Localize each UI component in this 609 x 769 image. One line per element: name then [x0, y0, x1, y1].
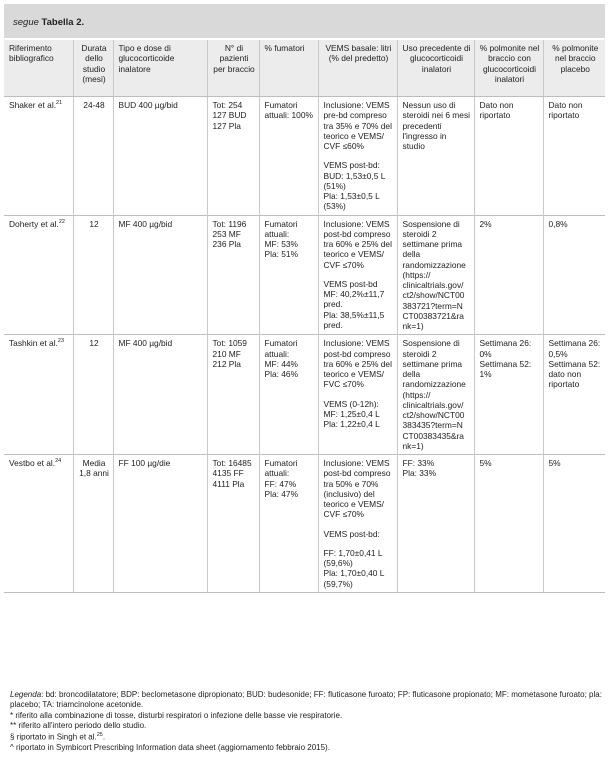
- drug-dose-cell: MF 400 µg/bid: [113, 215, 207, 335]
- legend-label: Legenda: [10, 690, 42, 699]
- reference-number: 23: [57, 338, 65, 345]
- cell-line: 5%: [548, 458, 561, 468]
- reference-name: Doherty et al.: [9, 218, 59, 229]
- cell-line: Pla: 1,70±0,40 L (59,7%): [323, 568, 385, 589]
- cell-line: Tot: 254: [212, 100, 243, 110]
- pneumonia-ics-cell: [474, 215, 543, 335]
- column-header: Durata dello studio (mesi): [73, 40, 113, 97]
- legend-text: : bd: broncodilatatore; BDP: beclometasone dipropionato; BUD: budesonide; FF: fluticasone furoato; FP: fluticasone propionato; MF: mometasone furoato; pla: placebo; TA: triamcinolone acetonide.: [10, 690, 602, 710]
- cell-line: Inclusione: VEMS post-bd compreso tra 50% e 70% (inclusivo) del teorico e VEMS/ CVF ≤70%: [323, 458, 391, 520]
- cell-line: 236 Pla: [212, 239, 241, 249]
- cell-line: 4135 FF: [212, 468, 244, 479]
- cell-line: Settimana 26: 0%: [479, 338, 532, 359]
- table-notes: [10, 690, 602, 753]
- footnote: ** riferito all'intero periodo dello studio.: [10, 721, 147, 731]
- cell-line: MF: 44%: [264, 358, 299, 369]
- smokers-cell: [259, 215, 318, 335]
- smokers-cell: [259, 455, 318, 593]
- duration-cell: 12: [73, 335, 113, 455]
- header-row: [4, 40, 605, 97]
- table-row: [4, 335, 605, 455]
- reference-number: 22: [58, 218, 65, 225]
- table-body: [4, 97, 605, 593]
- cell-line: FF: 33%: [402, 458, 435, 468]
- cell-line: Tot: 16485: [212, 458, 252, 468]
- cell-line: Dato non riportato: [548, 100, 583, 121]
- cell-line: VEMS post-bd:: [323, 528, 380, 539]
- vems-cell: [318, 455, 397, 593]
- cell-line: Fumatori attuali:: [264, 218, 298, 239]
- smokers-cell: [259, 97, 318, 216]
- vems-cell: [318, 215, 397, 335]
- pneumonia-ics-cell: [474, 455, 543, 593]
- column-header: Riferimento bibliografico: [4, 40, 73, 97]
- cell-line: FF: 1,70±0,41 L (59,6%): [323, 547, 383, 568]
- cell-line: Pla: 38,5%±11,5 pred.: [323, 309, 385, 330]
- cell-line: FF: 47%: [264, 478, 297, 489]
- smokers-cell: [259, 335, 318, 455]
- table-title: Tabella 2.: [41, 17, 85, 28]
- cell-line: Tot: 1059: [212, 338, 247, 349]
- pneumonia-ics-cell: [474, 335, 543, 455]
- reference-number: 24: [55, 458, 62, 465]
- ics-use-cell: [397, 455, 474, 593]
- pneumonia-placebo-cell: [543, 97, 605, 216]
- column-header: % polmonite nel braccio con glucocorticoidi inalatori: [474, 40, 543, 97]
- cell-line: Pla: 1,53±0,5 L (53%): [323, 191, 380, 212]
- pneumonia-placebo-cell: [543, 215, 605, 335]
- patients-cell: [207, 335, 259, 455]
- paragraph-gap: [324, 539, 394, 548]
- cell-line: MF: 53%: [264, 239, 299, 249]
- drug-dose-cell: BUD 400 µg/bid: [113, 97, 207, 216]
- reference-name: Vestbo et al.: [9, 458, 56, 468]
- cell-line: 4111 Pla: [212, 478, 245, 489]
- cell-line: Inclusione: VEMS post-bd compreso tra 60% e 25% del teorico e VEMS/ CVF ≤70%: [323, 218, 392, 270]
- cell-line: 210 MF: [212, 348, 241, 359]
- reference-number: 21: [56, 100, 63, 107]
- footnote: ^ riportato in Symbicort Prescribing Information data sheet (aggiornamento febbraio 2015).: [10, 742, 330, 752]
- patients-cell: [207, 455, 259, 593]
- cell-line: MF: 1,25±0,4 L: [323, 408, 380, 419]
- table-row: [4, 97, 605, 216]
- cell-line: 127 BUD: [212, 110, 247, 121]
- cell-line: Pla: 33%: [402, 468, 437, 479]
- cell-line: Inclusione: VEMS pre-bd compreso tra 35% e 70% del teorico e VEMS/ CVF ≤60%: [323, 100, 392, 151]
- drug-dose-cell: MF 400 µg/bid: [113, 335, 207, 455]
- ics-use-cell: [397, 97, 474, 216]
- cell-line: Dato non riportato: [479, 100, 514, 121]
- cell-line: Sospensione di steroidi 2 settimane prima della randomizzazione (https:// clinicaltrials.gov/ ct2/show/NCT00 383435?term=N CT00383435&ra nk=1): [402, 338, 466, 451]
- cell-line: Pla: 51%: [264, 249, 299, 260]
- reference-name: Tashkin et al.: [9, 338, 58, 349]
- cell-line: MF: 40,2%±11,7 pred.: [323, 289, 385, 310]
- cell-line: Settimana 26: 0,5%: [548, 338, 601, 359]
- column-header: % fumatori: [259, 40, 318, 97]
- paragraph-gap: [324, 151, 394, 160]
- pneumonia-placebo-cell: [543, 335, 605, 455]
- table-title-bar: [4, 4, 605, 38]
- column-header: VEMS basale: litri (% del predetto): [318, 40, 397, 97]
- cell-line: 5%: [479, 458, 492, 468]
- cell-line: VEMS post-bd:: [323, 160, 380, 171]
- footnote: * riferito alla combinazione di tosse, disturbi respiratori o infezione delle basse vie respiratorie.: [10, 710, 343, 720]
- cell-line: VEMS post-bd: [323, 278, 378, 289]
- cell-line: Settimana 52: 1%: [479, 358, 532, 379]
- pneumonia-ics-cell: [474, 97, 543, 216]
- cell-line: Pla: 47%: [264, 488, 299, 499]
- ics-use-cell: [397, 335, 474, 455]
- patients-cell: [207, 97, 259, 216]
- vems-cell: [318, 97, 397, 216]
- paragraph-gap: [324, 270, 394, 279]
- cell-line: 253 MF: [212, 228, 241, 239]
- pneumonia-placebo-cell: [543, 455, 605, 593]
- cell-line: 212 Pla: [212, 358, 241, 369]
- footnote-ref-number: 25: [96, 731, 103, 738]
- legend-line: [10, 690, 602, 711]
- studies-table: [4, 40, 605, 593]
- column-header: % polmonite nel braccio placebo: [543, 40, 605, 97]
- reference-cell: [4, 335, 73, 455]
- table-row: [4, 455, 605, 593]
- cell-line: VEMS (0-12h):: [323, 398, 379, 409]
- patients-cell: [207, 215, 259, 335]
- cell-line: Settimana 52: dato non riportato: [548, 358, 601, 390]
- title-prefix: segue: [13, 17, 39, 28]
- cell-line: BUD: 1,53±0,5 L (51%): [323, 170, 386, 191]
- cell-line: Pla: 1,22±0,4 L: [323, 419, 380, 429]
- cell-line: Fumatori attuali: 100%: [264, 100, 313, 121]
- cell-line: Inclusione: VEMS post-bd compreso tra 60% e 25% del teorico e VEMS/ FVC ≤70%: [323, 338, 392, 390]
- cell-line: Fumatori attuali:: [264, 338, 298, 359]
- cell-line: Nessun uso di steroidi nei 6 mesi precedenti l'ingresso in studio: [402, 100, 470, 151]
- table-row: [4, 215, 605, 335]
- paragraph-gap: [324, 520, 394, 529]
- column-header: N° di pazienti per braccio: [207, 40, 259, 97]
- column-header: Uso precedente di glucocorticoidi inalatori: [397, 40, 474, 97]
- cell-line: Tot: 1196: [212, 218, 247, 229]
- cell-line: Sospensione di steroidi 2 settimane prima della randomizzazione (https:// clinicaltrials.gov/ ct2/show/NCT00 383721?term=N CT00383721&ra nk=1): [402, 218, 466, 331]
- footnote: § riportato in Singh et al.$^{25}$.: [10, 731, 106, 742]
- column-header: Tipo e dose di glucocorticoide inalatore: [113, 40, 207, 97]
- cell-line: Pla: 46%: [264, 369, 299, 379]
- cell-line: Fumatori attuali:: [264, 458, 298, 479]
- footnote-text: § riportato in Singh et al.: [10, 732, 97, 742]
- cell-line: 127 Pla: [212, 120, 241, 131]
- duration-cell: 12: [73, 215, 113, 335]
- paragraph-gap: [324, 390, 394, 399]
- vems-cell: [318, 335, 397, 455]
- cell-line: 0,8%: [548, 218, 568, 229]
- ics-use-cell: [397, 215, 474, 335]
- duration-cell: Media 1,8 anni: [73, 455, 113, 593]
- reference-cell: [4, 215, 73, 335]
- reference-cell: [4, 97, 73, 216]
- reference-name: Shaker et al.: [9, 100, 57, 110]
- drug-dose-cell: FF 100 µg/die: [113, 455, 207, 593]
- cell-line: 2%: [479, 218, 492, 229]
- duration-cell: 24-48: [73, 97, 113, 216]
- reference-cell: [4, 455, 73, 593]
